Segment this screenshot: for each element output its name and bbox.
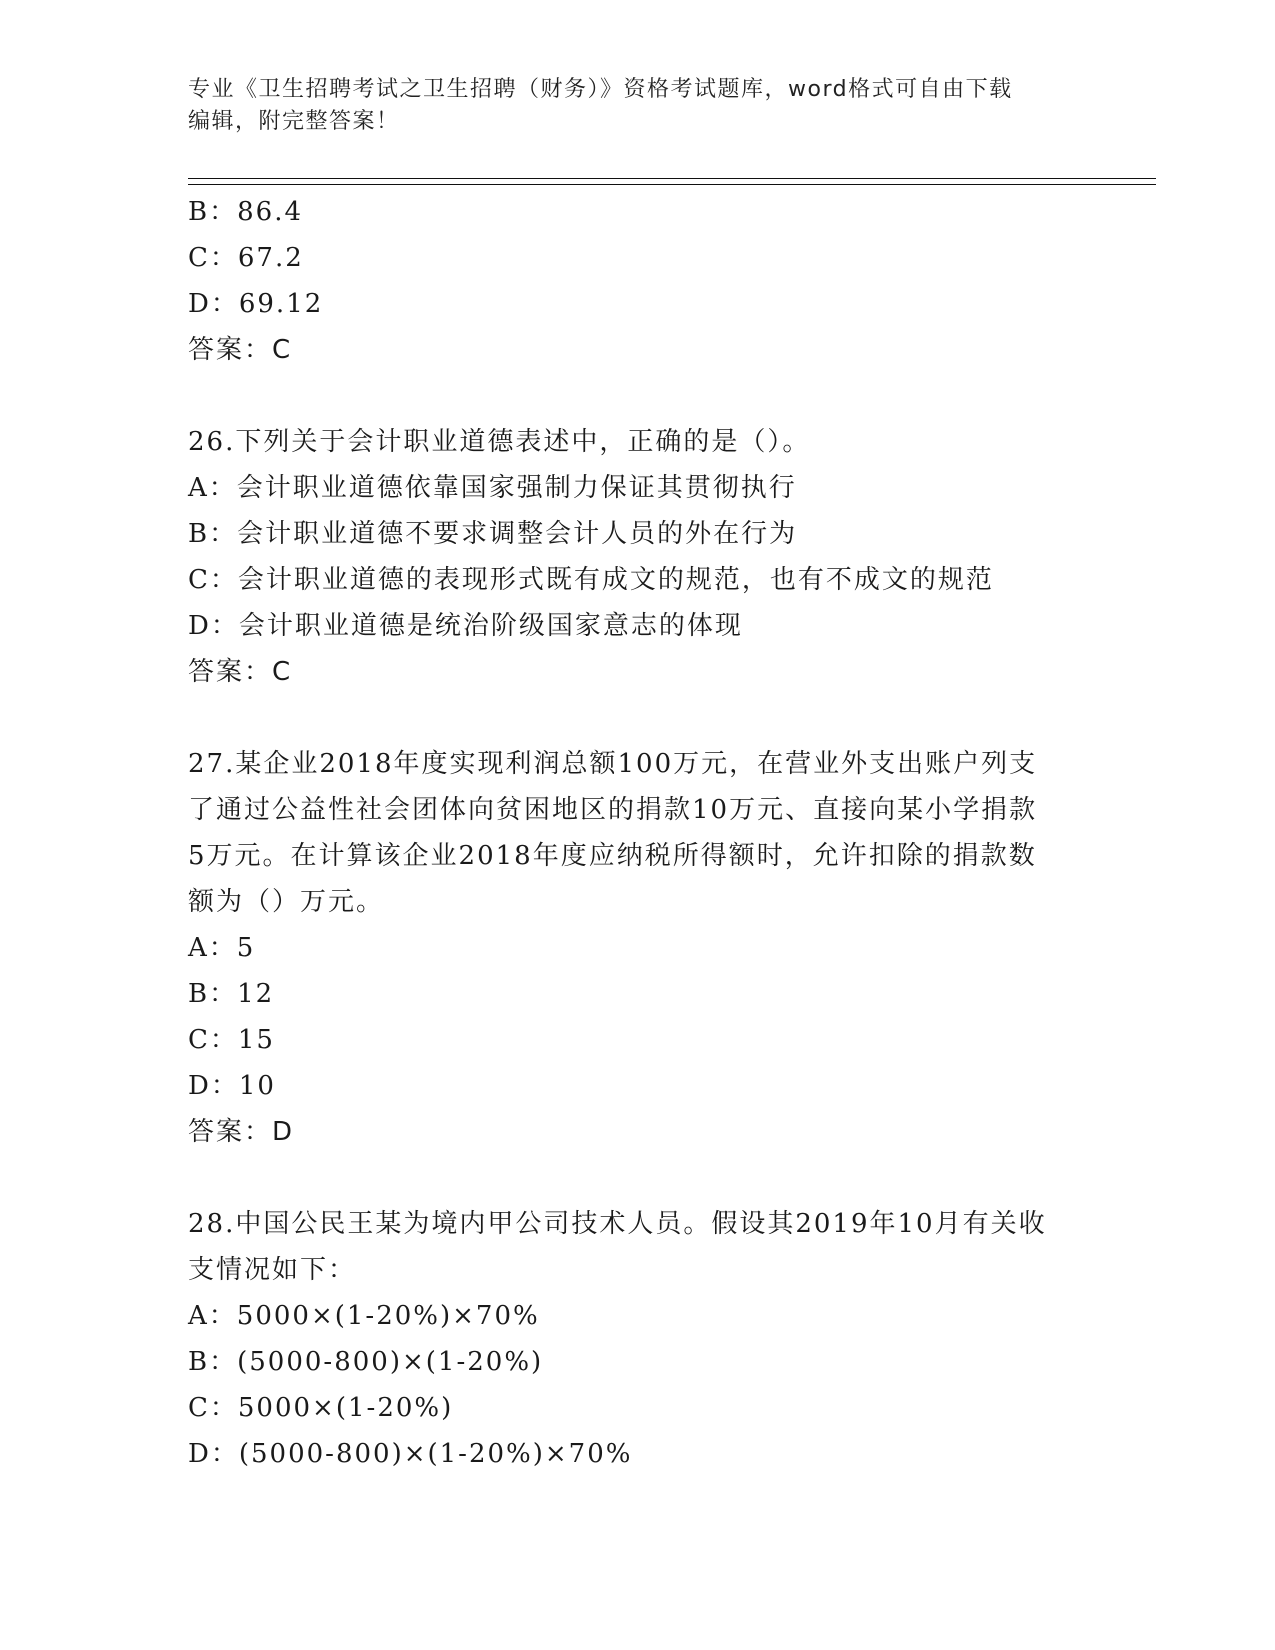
q28-option-d: D：(5000-800)×(1-20%)×70% — [188, 1439, 633, 1469]
q26-option-c: C：会计职业道德的表现形式既有成文的规范，也有不成文的规范 — [188, 565, 994, 595]
q25-option-c: C：67.2 — [188, 243, 304, 273]
q25-answer: 答案：C — [188, 335, 293, 365]
q26-option-a: A：会计职业道德依靠国家强制力保证其贯彻执行 — [188, 473, 797, 503]
header-divider-top — [188, 178, 1156, 179]
q27-option-c: C：15 — [188, 1025, 275, 1055]
q25-option-d: D：69.12 — [188, 289, 324, 319]
q28-option-c: C：5000×(1-20%) — [188, 1393, 454, 1423]
q27-stem-line-1: 27.某企业2018年度实现利润总额100万元，在营业外支出账户列支 — [188, 749, 1038, 779]
q27-stem-line-4: 额为（）万元。 — [188, 887, 385, 917]
page-header — [188, 74, 1068, 138]
spacer — [188, 695, 1088, 741]
q26-answer: 答案：C — [188, 657, 293, 687]
question-list — [188, 189, 1088, 1477]
q27-stem-line-2: 了通过公益性社会团体向贫困地区的捐款10万元、直接向某小学捐款 — [188, 795, 1038, 825]
q26-stem: 26.下列关于会计职业道德表述中，正确的是（）。 — [188, 427, 811, 457]
q26-option-d: D：会计职业道德是统治阶级国家意志的体现 — [188, 611, 743, 641]
q28-stem-line-2: 支情况如下： — [188, 1255, 357, 1285]
header-line-1: 专业《卫生招聘考试之卫生招聘（财务）》资格考试题库，word格式可自由下载 — [188, 77, 1013, 102]
q27-stem-line-3: 5万元。在计算该企业2018年度应纳税所得额时，允许扣除的捐款数 — [188, 841, 1037, 871]
spacer — [188, 1155, 1088, 1201]
q27-option-d: D：10 — [188, 1071, 276, 1101]
q26-option-b: B：会计职业道德不要求调整会计人员的外在行为 — [188, 519, 798, 549]
q27-answer: 答案：D — [188, 1117, 295, 1147]
q28-option-a: A：5000×(1-20%)×70% — [188, 1301, 540, 1331]
header-divider-bottom — [188, 184, 1156, 185]
q27-option-a: A：5 — [188, 933, 256, 963]
header-line-2: 编辑，附完整答案！ — [188, 109, 400, 134]
q28-stem-line-1: 28.中国公民王某为境内甲公司技术人员。假设其2019年10月有关收 — [188, 1209, 1047, 1239]
spacer — [188, 373, 1088, 419]
q27-option-b: B：12 — [188, 979, 275, 1009]
q25-option-b: B：86.4 — [188, 197, 303, 227]
q28-option-b: B：(5000-800)×(1-20%) — [188, 1347, 544, 1377]
